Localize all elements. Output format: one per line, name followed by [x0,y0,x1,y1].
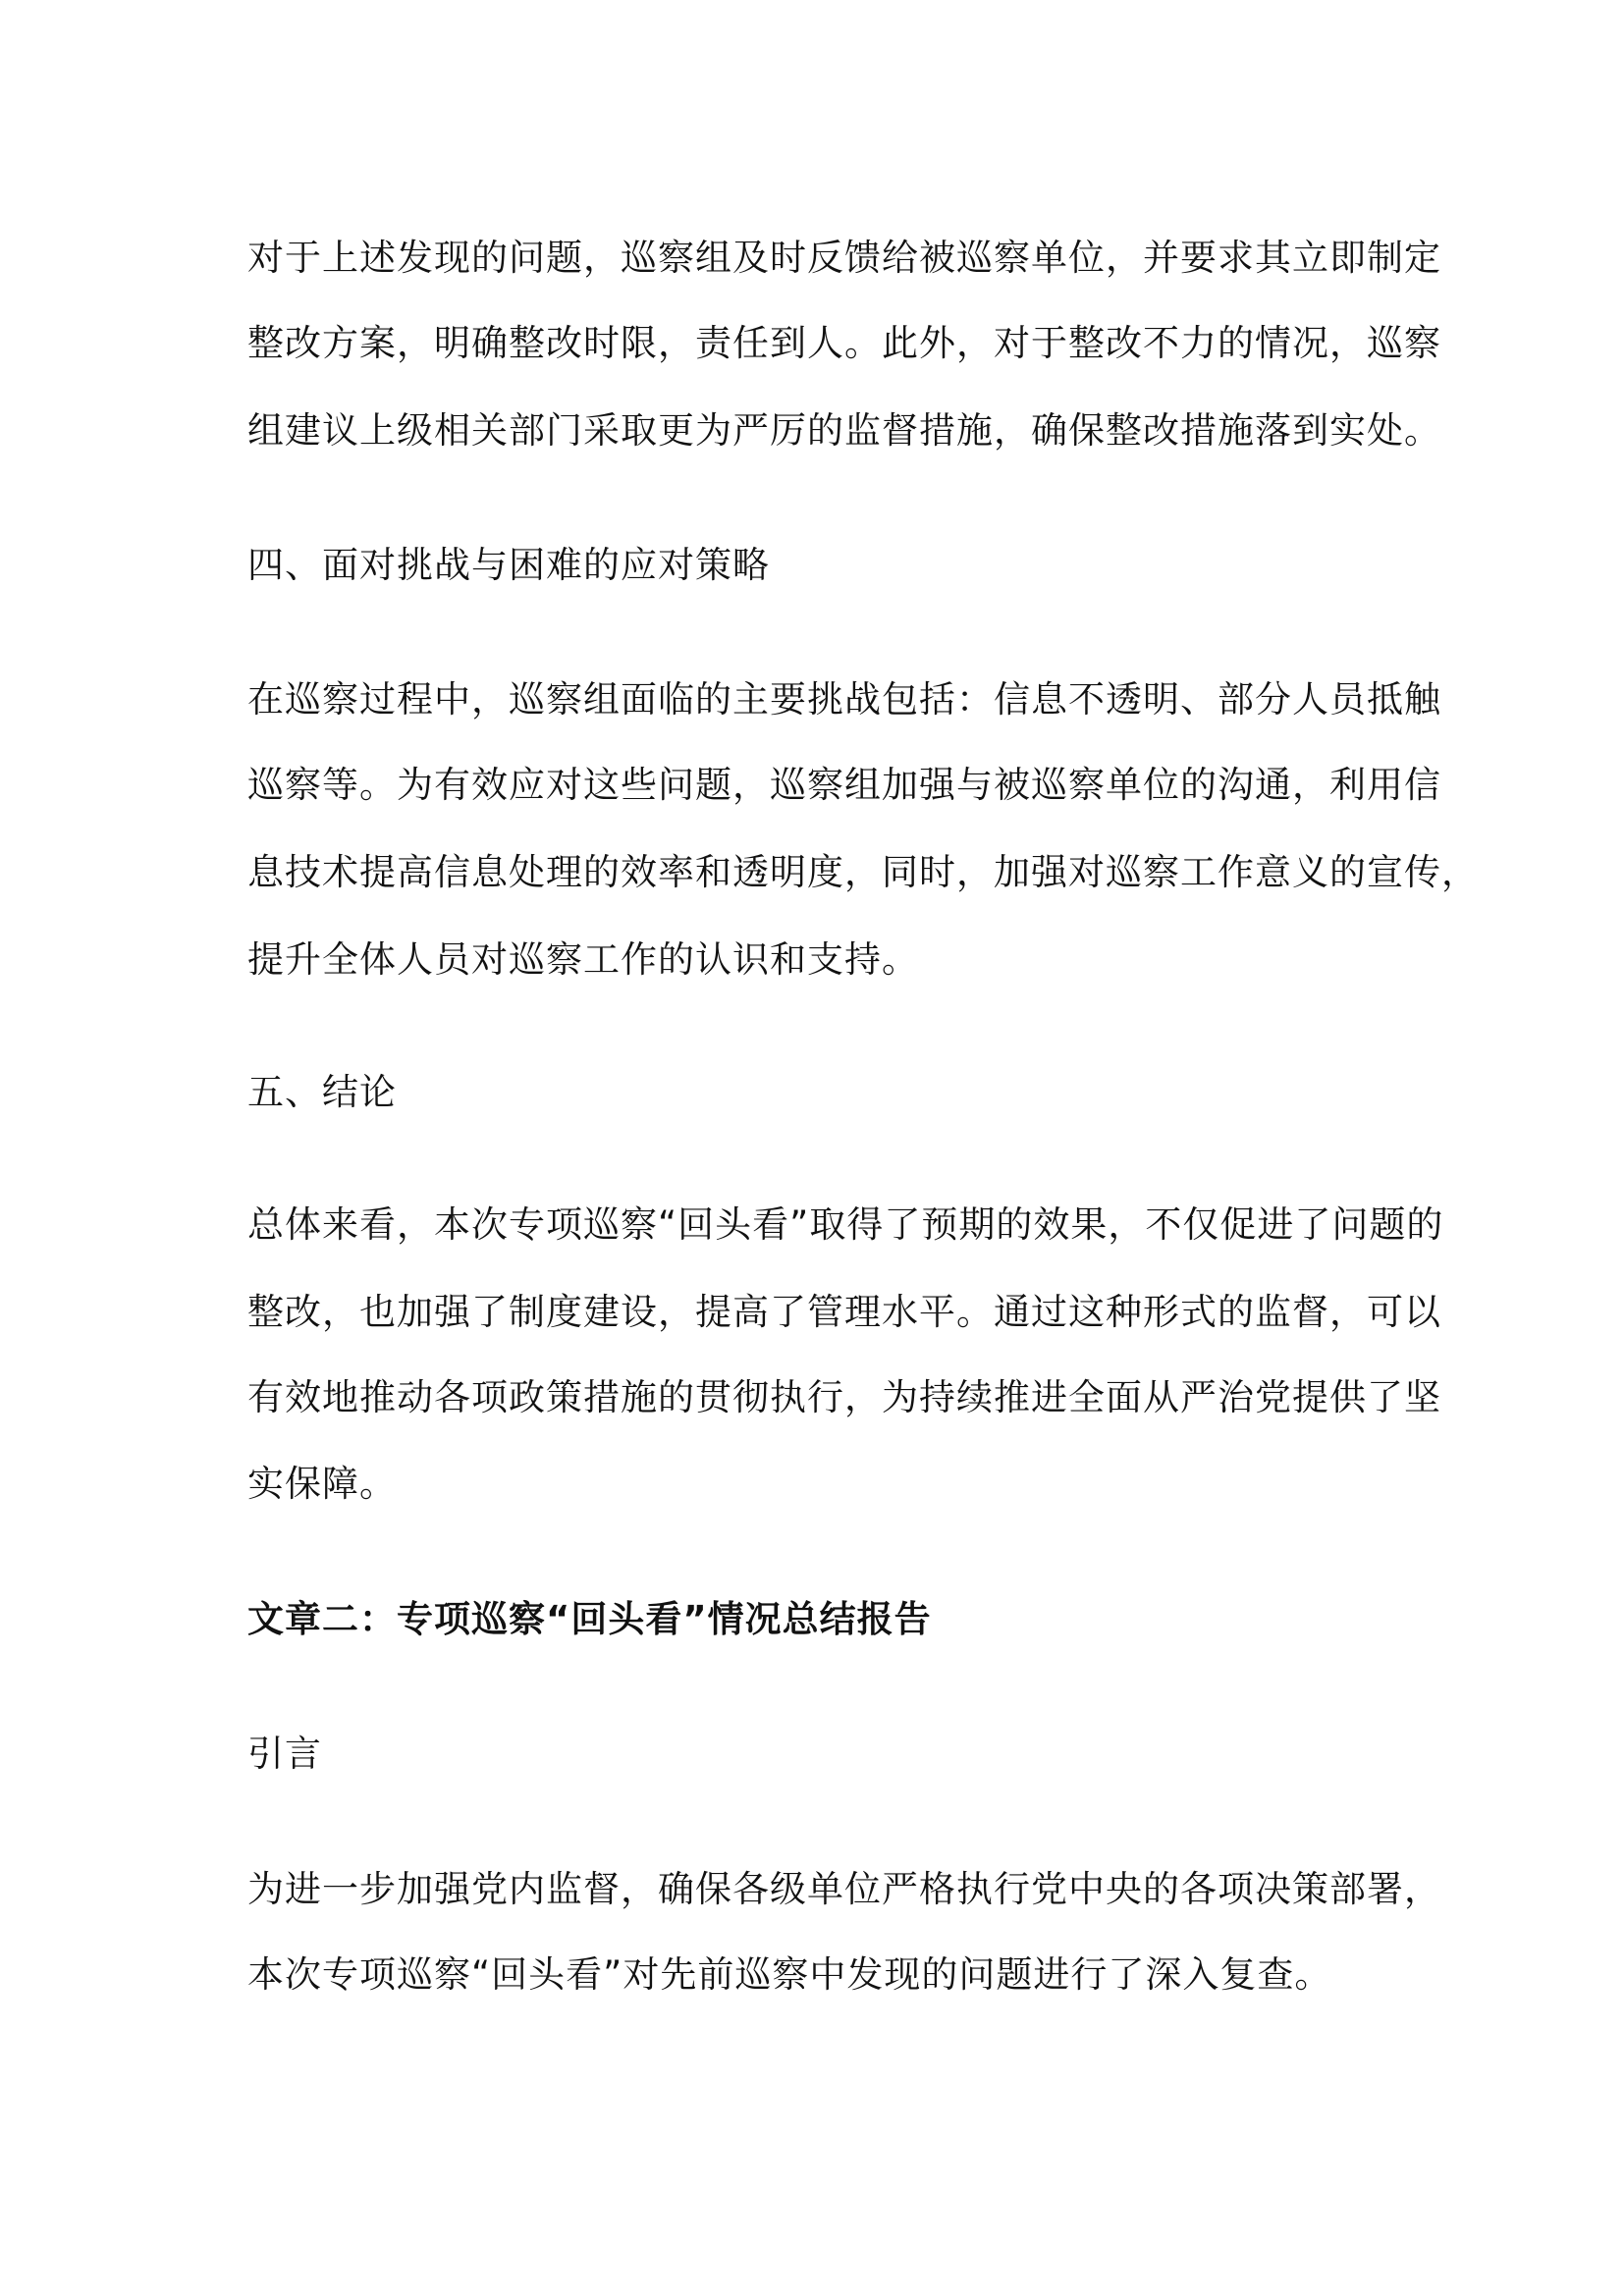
article-2-title: 文章二：专项巡察“回头看”情况总结报告 [247,1598,932,1640]
intro-heading: 引言 [247,1733,322,1775]
text-line: 为进一步加强党内监督，确保各级单位严格执行党中央的各项决策部署， [247,1868,1441,1910]
text-line: 组建议上级相关部门采取更为严厉的监督措施，确保整改措施落到实处。 [247,409,1441,452]
text-line: 息技术提高信息处理的效率和透明度，同时，加强对巡察工作意义的宣传， [247,851,1479,893]
text-line: 提升全体人员对巡察工作的认识和支持。 [247,938,919,981]
text-line: 巡察等。为有效应对这些问题，巡察组加强与被巡察单位的沟通，利用信 [247,764,1441,806]
text-line: 总体来看，本次专项巡察“回头看”取得了预期的效果，不仅促进了问题的 [247,1203,1444,1246]
text-line: 有效地推动各项政策措施的贯彻执行，为持续推进全面从严治党提供了坚 [247,1376,1441,1418]
text-line: 本次专项巡察“回头看”对先前巡察中发现的问题进行了深入复查。 [247,1953,1332,1996]
text-line: 实保障。 [247,1463,397,1505]
text-line: 在巡察过程中，巡察组面临的主要挑战包括：信息不透明、部分人员抵触 [247,678,1441,721]
section-heading-4: 四、面对挑战与困难的应对策略 [247,544,770,586]
text-line: 整改，也加强了制度建设，提高了管理水平。通过这种形式的监督，可以 [247,1291,1441,1333]
text-line: 对于上述发现的问题，巡察组及时反馈给被巡察单位，并要求其立即制定 [247,237,1441,279]
section-heading-5: 五、结论 [247,1071,397,1113]
text-line: 整改方案，明确整改时限，责任到人。此外，对于整改不力的情况，巡察 [247,322,1441,364]
